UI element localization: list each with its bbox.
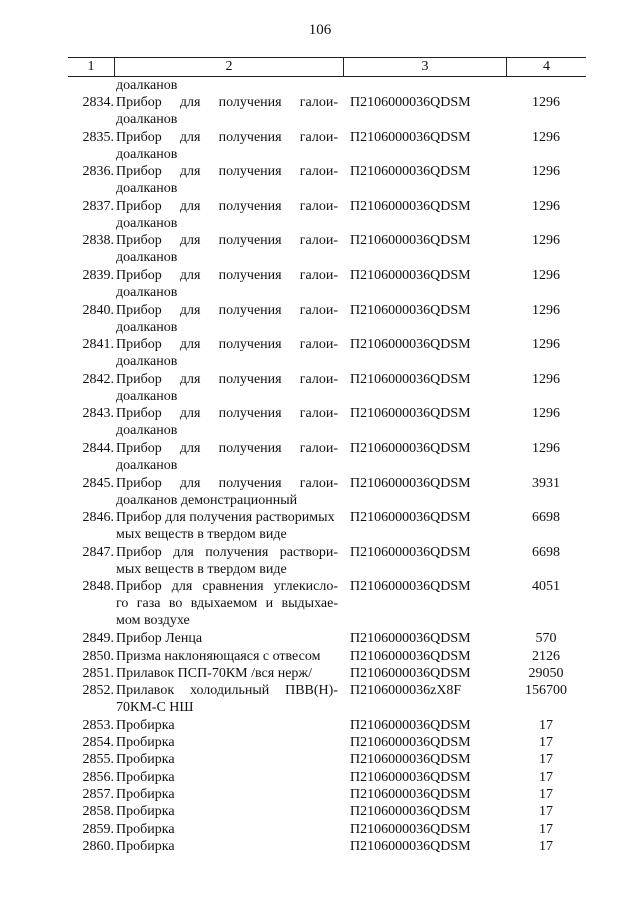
row-code: П2106000036QDSM — [350, 95, 471, 110]
row-name-line: Прибор для получения галои- — [116, 441, 338, 456]
row-name-line: Пробирка — [116, 735, 175, 751]
row-name — [116, 821, 338, 838]
row-name — [116, 475, 338, 509]
row-name-line: Прибор для получения галои- — [116, 268, 338, 283]
row-name-line: Призма наклоняющаяся с отвесом — [116, 648, 321, 664]
row-number: 2846. — [82, 510, 114, 526]
row-value: 29050 — [528, 665, 564, 681]
row-name-line: мых веществ в твердом виде — [116, 561, 287, 577]
row-name — [116, 544, 338, 578]
row-name-line: Прилавок ПСП-70КМ /вся нерж/ — [116, 665, 312, 681]
row-name-line: Прибор для получения растворимых — [116, 510, 335, 526]
row-number: 2837. — [82, 198, 114, 214]
row-value: 1296 — [532, 95, 560, 110]
row-number: 2843. — [82, 406, 114, 422]
row-value: 156700 — [525, 683, 567, 699]
row-name-line: Прибор для получения галои- — [116, 302, 338, 318]
row-value: 570 — [535, 631, 557, 647]
row-name — [116, 734, 338, 751]
row-name — [116, 786, 338, 803]
row-name-line: Пробирка — [116, 821, 175, 837]
row-name-line: Прибор для получения галои- — [116, 129, 338, 145]
row-name — [116, 578, 338, 629]
row-name-line: доалканов — [116, 181, 178, 197]
row-code: П2106000036QDSM — [350, 510, 471, 526]
row-number: 2838. — [82, 233, 114, 249]
row-code: П2106000036QDSM — [350, 838, 471, 854]
row-value: 17 — [539, 735, 553, 751]
row-name — [116, 440, 338, 474]
row-value: 1296 — [532, 268, 560, 283]
row-value: 1296 — [532, 337, 560, 353]
row-value: 17 — [539, 752, 553, 768]
row-code: П2106000036QDSM — [350, 631, 471, 647]
row-value: 17 — [539, 717, 553, 733]
row-value: 6698 — [532, 544, 560, 560]
row-name — [116, 405, 338, 439]
row-name — [116, 129, 338, 163]
row-name — [116, 336, 338, 370]
row-name-line: доалканов — [116, 285, 178, 300]
row-code: П2106000036QDSM — [350, 371, 471, 387]
row-number: 2836. — [82, 164, 114, 180]
row-number: 2847. — [82, 544, 114, 560]
row-name-line: доалканов — [116, 319, 178, 335]
row-number: 2859. — [82, 821, 114, 837]
row-code: П2106000036QDSM — [350, 302, 471, 318]
column-header-1: 1 — [87, 59, 95, 74]
row-name-line: Прибор Ленца — [116, 631, 203, 647]
row-name — [116, 803, 338, 820]
row-name — [116, 232, 338, 266]
row-code: П2106000036QDSM — [350, 787, 471, 802]
row-number: 2860. — [82, 838, 114, 854]
row-name-line: доалканов демонстрационный — [116, 492, 298, 508]
row-code: П2106000036QDSM — [350, 648, 471, 664]
row-name — [116, 838, 338, 855]
row-name-line: доалканов — [116, 354, 178, 370]
row-name-line: мом воздухе — [116, 613, 190, 629]
row-number: 2854. — [82, 735, 114, 751]
row-name-line: доалканов — [116, 250, 178, 266]
row-value: 17 — [539, 769, 553, 785]
row-number: 2850. — [82, 648, 114, 664]
row-value: 1296 — [532, 129, 560, 145]
row-number: 2844. — [82, 441, 114, 456]
page-number: 106 — [308, 22, 332, 38]
row-name-line: Прибор для получения галои- — [116, 337, 338, 353]
row-name-line: Прибор для получения галои- — [116, 164, 338, 180]
row-number: 2834. — [82, 95, 114, 110]
row-value: 3931 — [532, 475, 560, 491]
row-name-line: го газа во вдыхаемом и выдыхае- — [116, 596, 338, 612]
row-name-line: Прибор для сравнения углекисло- — [116, 579, 338, 595]
row-number: 2848. — [82, 579, 114, 595]
row-number: 2845. — [82, 475, 114, 491]
row-number: 2856. — [82, 769, 114, 785]
row-name-line: доалканов — [116, 215, 178, 231]
row-code: П2106000036QDSM — [350, 441, 471, 456]
row-value: 1296 — [532, 164, 560, 180]
row-code: П2106000036QDSM — [350, 735, 471, 751]
row-code: П2106000036QDSM — [350, 129, 471, 145]
row-code: П2106000036QDSM — [350, 752, 471, 768]
row-name-line: Пробирка — [116, 787, 175, 802]
row-name — [116, 769, 338, 786]
row-code: П2106000036zX8F — [350, 683, 462, 699]
row-code: П2106000036QDSM — [350, 406, 471, 422]
column-header-4: 4 — [543, 59, 550, 74]
row-number: 2835. — [82, 129, 114, 145]
row-code: П2106000036QDSM — [350, 164, 471, 180]
row-number: 2853. — [82, 717, 114, 733]
row-number: 2839. — [82, 268, 114, 283]
row-name-line: Пробирка — [116, 717, 175, 733]
row-name — [116, 682, 338, 716]
row-value: 17 — [539, 821, 553, 837]
row-code: П2106000036QDSM — [350, 544, 471, 560]
row-code: П2106000036QDSM — [350, 337, 471, 353]
row-name — [116, 751, 338, 768]
row-code: П2106000036QDSM — [350, 804, 471, 820]
row-name-line: Пробирка — [116, 752, 175, 768]
row-number: 2842. — [82, 371, 114, 387]
row-code: П2106000036QDSM — [350, 268, 471, 283]
row-value: 17 — [539, 804, 553, 820]
row-name — [116, 717, 338, 734]
row-code: П2106000036QDSM — [350, 665, 471, 681]
row-name-line: Прибор для получения галои- — [116, 371, 338, 387]
row-number: 2849. — [82, 631, 114, 647]
row-name-line: 70КМ-С НШ — [116, 700, 194, 716]
row-name-line: Прибор для получения галои- — [116, 475, 338, 491]
row-number: 2855. — [82, 752, 114, 768]
row-code: П2106000036QDSM — [350, 233, 471, 249]
row-name-line: Прилавок холодильный ПВВ(Н)- — [116, 683, 338, 699]
row-code: П2106000036QDSM — [350, 769, 471, 785]
row-value: 1296 — [532, 406, 560, 422]
row-number: 2857. — [82, 787, 114, 802]
row-name-line: Пробирка — [116, 838, 175, 854]
row-value: 1296 — [532, 233, 560, 249]
row-value: 4051 — [532, 579, 560, 595]
row-name — [116, 371, 338, 405]
row-value: 17 — [539, 787, 553, 802]
row-number: 2841. — [82, 337, 114, 353]
row-name-line: Прибор для получения галои- — [116, 198, 338, 214]
row-number: 2851. — [82, 665, 114, 681]
row-code: П2106000036QDSM — [350, 717, 471, 733]
row-name — [116, 630, 338, 647]
row-name — [116, 94, 338, 128]
row-name-line: мых веществ в твердом виде — [116, 527, 287, 543]
row-value: 6698 — [532, 510, 560, 526]
row-number: 2858. — [82, 804, 114, 820]
row-value: 1296 — [532, 441, 560, 456]
column-header-2: 2 — [225, 59, 233, 74]
row-value: 1296 — [532, 302, 560, 318]
row-name-line: Прибор для получения галои- — [116, 95, 338, 110]
table-header — [68, 57, 586, 77]
row-name — [116, 302, 338, 336]
row-number: 2852. — [82, 683, 114, 699]
row-name — [116, 198, 338, 232]
row-name-line: доалканов — [116, 146, 178, 162]
row-name — [116, 648, 338, 665]
row-name-line: Прибор для получения галои- — [116, 406, 338, 422]
row-value: 17 — [539, 838, 553, 854]
row-name — [116, 509, 338, 543]
row-code: П2106000036QDSM — [350, 579, 471, 595]
row-name-line: Пробирка — [116, 769, 175, 785]
row-value: 1296 — [532, 198, 560, 214]
row-name-line: доалканов — [116, 423, 178, 439]
row-name — [116, 267, 338, 301]
row-code: П2106000036QDSM — [350, 821, 471, 837]
continued-text: доалканов — [116, 78, 178, 93]
row-name-line: доалканов — [116, 112, 178, 127]
row-name-line: доалканов — [116, 388, 178, 404]
row-name-line: Прибор для получения галои- — [116, 233, 338, 249]
row-code: П2106000036QDSM — [350, 198, 471, 214]
row-code: П2106000036QDSM — [350, 475, 471, 491]
row-name — [116, 665, 338, 682]
row-name-line: Пробирка — [116, 804, 175, 820]
row-value: 2126 — [532, 648, 560, 664]
row-number: 2840. — [82, 302, 114, 318]
column-header-3: 3 — [421, 59, 429, 74]
row-name-line: Прибор для получения раствори- — [116, 544, 338, 560]
row-name-line: доалканов — [116, 458, 178, 473]
row-name — [116, 163, 338, 197]
row-value: 1296 — [532, 371, 560, 387]
